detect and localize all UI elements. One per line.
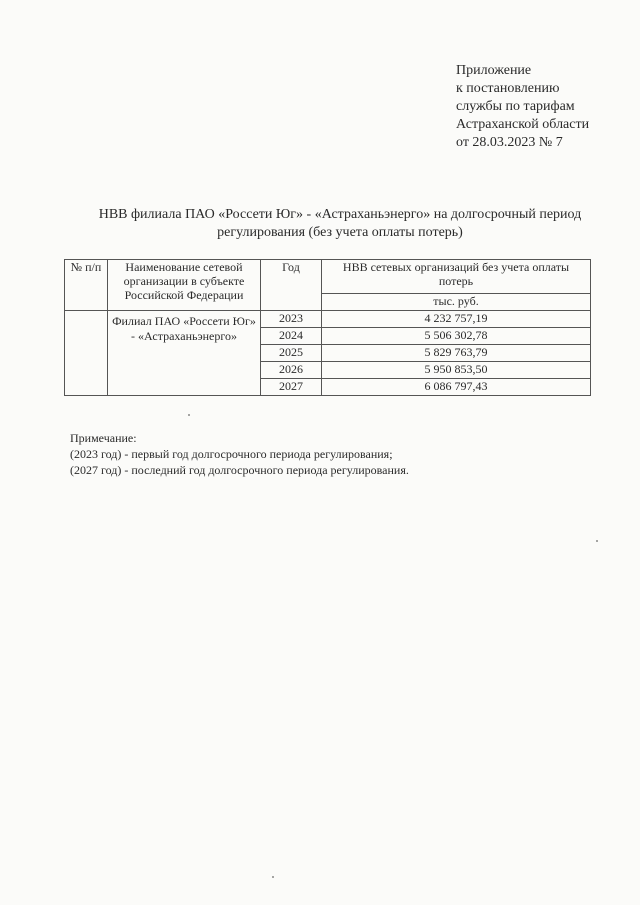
org-name-cell: Филиал ПАО «Россети Юг» - «Астраханьэнерго»	[108, 311, 261, 396]
note-line-2: (2027 год) - последний год долгосрочного периода регулирования.	[70, 463, 409, 477]
table-header-row	[65, 260, 591, 294]
value-cell: 5 506 302,78	[322, 328, 591, 345]
note-block	[70, 430, 409, 478]
header-unit: тыс. руб.	[322, 294, 591, 311]
value-cell: 5 950 853,50	[322, 362, 591, 379]
appendix-block	[456, 62, 589, 152]
nvv-table	[64, 259, 591, 396]
appendix-line: Астраханской области	[456, 117, 590, 132]
appendix-line: от 28.03.2023 № 7	[456, 135, 563, 150]
document-title-line-2: регулирования (без учета оплаты потерь)	[217, 225, 463, 240]
table-row	[65, 311, 591, 328]
value-cell: 6 086 797,43	[322, 379, 591, 396]
scan-speck	[596, 540, 598, 542]
year-cell: 2027	[261, 379, 322, 396]
header-num: № п/п	[65, 260, 108, 311]
scan-speck	[188, 414, 190, 416]
header-year: Год	[261, 260, 322, 311]
appendix-line: Приложение	[456, 63, 532, 78]
document-title	[60, 206, 620, 242]
value-cell: 5 829 763,79	[322, 345, 591, 362]
year-cell: 2025	[261, 345, 322, 362]
year-cell: 2026	[261, 362, 322, 379]
year-cell: 2024	[261, 328, 322, 345]
row-num-cell	[65, 311, 108, 396]
header-nvv: НВВ сетевых организаций без учета оплаты потерь	[322, 260, 591, 294]
value-cell: 4 232 757,19	[322, 311, 591, 328]
appendix-line: к постановлению	[456, 81, 560, 96]
note-line-1: (2023 год) - первый год долгосрочного периода регулирования;	[70, 447, 393, 461]
appendix-line: службы по тарифам	[456, 99, 575, 114]
year-cell: 2023	[261, 311, 322, 328]
note-heading: Примечание:	[70, 431, 137, 445]
document-title-line-1: НВВ филиала ПАО «Россети Юг» - «Астраханьэнерго» на долгосрочный период	[98, 207, 582, 222]
scan-speck	[272, 876, 274, 878]
header-org-name: Наименование сетевой организации в субъекте Российской Федерации	[108, 260, 261, 311]
